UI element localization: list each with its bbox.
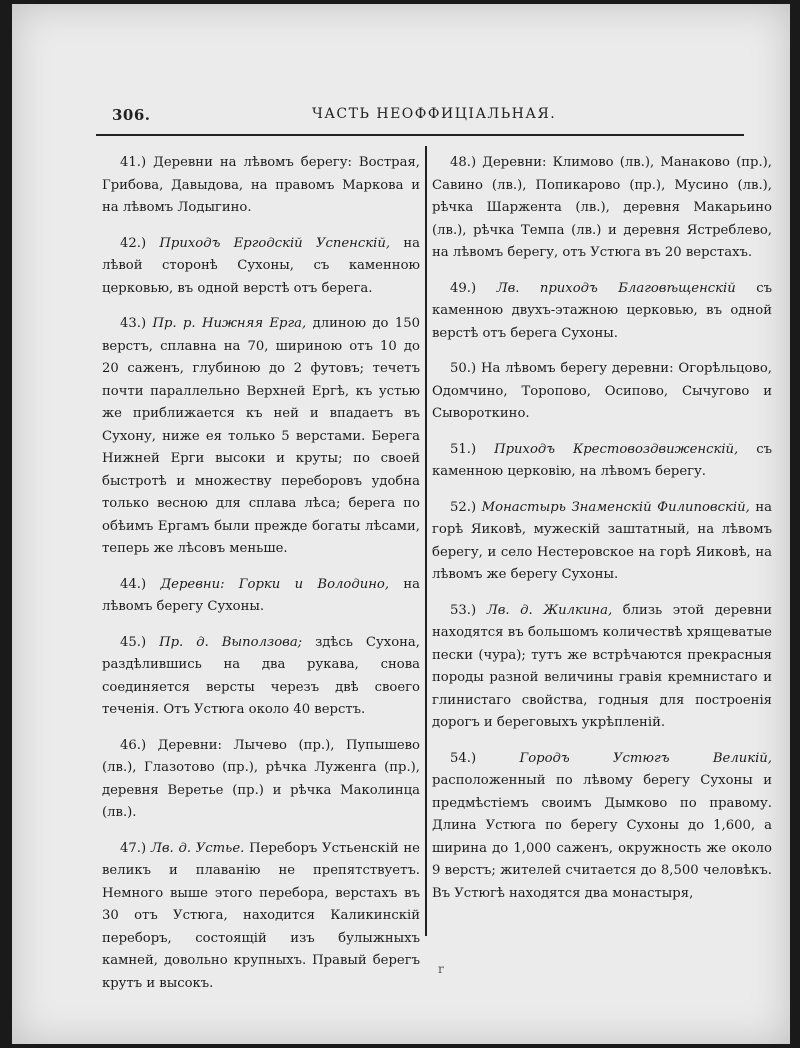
entry-number: 48.) bbox=[450, 155, 477, 170]
entry-text: съ каменною церковію, на лѣвомъ берегу. bbox=[432, 441, 772, 479]
entry-52 bbox=[432, 497, 772, 587]
entry-name: Пр. р. Нижняя Ерга, bbox=[152, 316, 307, 331]
entry-number: 54.) bbox=[450, 750, 477, 766]
entry-number: 47.) bbox=[120, 840, 147, 856]
entry-name: Деревни: Горки и Володино, bbox=[160, 576, 390, 592]
entry-46 bbox=[102, 735, 420, 825]
entry-50 bbox=[432, 358, 772, 426]
entry-name: Лв. приходъ Благовѣщенскій bbox=[496, 280, 736, 296]
entry-text: длиною до 150 верстъ, сплавна на 70, шириною отъ 10 до 20 саженъ, глубиною до 2 футовъ; течетъ почти параллельно Верхней Ергѣ, къ устью же приближается къ ней и впадаетъ въ Сухону, ниже ея только 5 верстами. Берега Нижней Ерги высоки и круты; по своей быстротѣ и множеству переборовъ удобна только весною для сплава лѣса; берега по обѣимъ Ергамъ были прежде богаты лѣсами, теперь же лѣсовъ меньше. bbox=[102, 316, 420, 556]
entry-text: съ каменною двухъ-этажною церковью, въ одной верстѣ отъ берега Сухоны. bbox=[432, 280, 772, 341]
right-column bbox=[432, 152, 772, 918]
entry-number: 43.) bbox=[120, 316, 147, 331]
entry-text: на лѣвой сторонѣ Сухоны, съ каменною церковью, въ одной верстѣ отъ берега. bbox=[102, 235, 420, 296]
entry-text: Деревни: Лычево (пр.), Пупышево (лв.), Глазотово (пр.), рѣчка Луженга (пр.), деревня Веретье (пр.) и рѣчка Маколинца (лв.). bbox=[102, 737, 421, 820]
header-rule bbox=[96, 134, 744, 136]
section-title: ЧАСТЬ НЕОФФИЦІАЛЬНАЯ. bbox=[312, 106, 557, 122]
entry-text: На лѣвомъ берегу деревни: Огорѣльцово, Одомчино, Торопово, Осипово, Сычугово и Сывороткино. bbox=[432, 361, 772, 421]
entry-42 bbox=[102, 233, 420, 301]
entry-name: Лв. д. Жилкина, bbox=[486, 602, 613, 618]
entry-text: здѣсь Сухона, раздѣлившись на два рукава, снова соединяется версты черезъ двѣ своего теченія. Отъ Устюга около 40 верстъ. bbox=[102, 634, 420, 717]
entry-text: на горѣ Яиковѣ, мужескій заштатный, на лѣвомъ берегу, и село Нестеровское на горѣ Яиковѣ, на лѣвомъ же берегу Сухоны. bbox=[432, 499, 772, 582]
entry-44 bbox=[102, 574, 420, 619]
entry-text: Переборъ Устьенскій не великъ и плаванію не препятствуетъ. Немного выше этого перебора, верстахъ въ 30 отъ Устюга, находится Каликинскій переборъ, состоящій изъ булыжныхъ камней, довольно крупныхъ. Правый берегъ крутъ и высокъ. bbox=[102, 840, 420, 991]
entry-number: 44.) bbox=[120, 576, 147, 592]
entry-41 bbox=[102, 152, 420, 220]
entry-number: 51.) bbox=[450, 441, 477, 457]
entry-number: 53.) bbox=[450, 602, 477, 618]
entry-49 bbox=[432, 278, 772, 346]
page-number: 306. bbox=[112, 106, 151, 124]
entry-number: 41.) bbox=[120, 155, 147, 170]
entry-name: Городъ Устюгъ Великій, bbox=[519, 750, 772, 766]
entry-name: Пр. д. Выползова; bbox=[159, 634, 303, 650]
entry-text: близь этой деревни находятся въ большомъ количествѣ хрящеватые пески (чура); тутъ же встрѣчаются прекрасныя породы разной величины гравія кремнистаго и глинистаго свойства, годныя для построенія дорогъ и береговыхъ укрѣпленій. bbox=[432, 602, 772, 730]
entry-48 bbox=[432, 152, 772, 265]
entry-name: Приходъ Крестовоздвиженскій, bbox=[494, 441, 739, 457]
entry-number: 45.) bbox=[120, 634, 147, 650]
entry-text: на лѣвомъ берегу Сухоны. bbox=[102, 576, 420, 614]
entry-47 bbox=[102, 838, 420, 996]
entry-number: 42.) bbox=[120, 235, 147, 251]
entry-number: 50.) bbox=[450, 361, 477, 376]
entry-name: Монастырь Знаменскій Филиповскій, bbox=[481, 499, 750, 515]
entry-text: расположенный по лѣвому берегу Сухоны и предмѣстіемъ своимъ Дымково по правому. Длина Устюга по берегу Сухоны до 1,600, а ширина до 1,000 саженъ, окружность же около 9 верстъ; жителей считается до 8,500 человѣкъ. Въ Устюгѣ находятся два монастыря, bbox=[432, 773, 772, 901]
printer-mark: r bbox=[438, 962, 444, 976]
running-head bbox=[112, 106, 732, 132]
entry-number: 46.) bbox=[120, 737, 147, 753]
entry-number: 52.) bbox=[450, 499, 477, 515]
entry-text: Деревни: Климово (лв.), Манаково (пр.), Савино (лв.), Попикарово (пр.), Мусино (лв.), рѣчка Шаржента (лв.), деревня Макарьино (лв.), рѣчка Темпа (лв.) и деревня Ястреблево, на лѣвомъ берегу, отъ Устюга въ 20 верстахъ. bbox=[432, 155, 772, 260]
entry-text: Деревни на лѣвомъ берегу: Вострая, Грибова, Давыдова, на правомъ Маркова и на лѣвомъ Лодыгино. bbox=[102, 155, 420, 215]
entry-number: 49.) bbox=[450, 280, 477, 296]
entry-43 bbox=[102, 313, 420, 561]
column-divider bbox=[425, 146, 427, 936]
entry-name: Лв. д. Устье. bbox=[150, 840, 245, 856]
entry-54 bbox=[432, 748, 772, 906]
entry-name: Приходъ Ергодскій Успенскій, bbox=[159, 235, 391, 251]
entry-53 bbox=[432, 600, 772, 735]
entry-51 bbox=[432, 439, 772, 484]
left-column bbox=[102, 152, 420, 1008]
entry-45 bbox=[102, 632, 420, 722]
